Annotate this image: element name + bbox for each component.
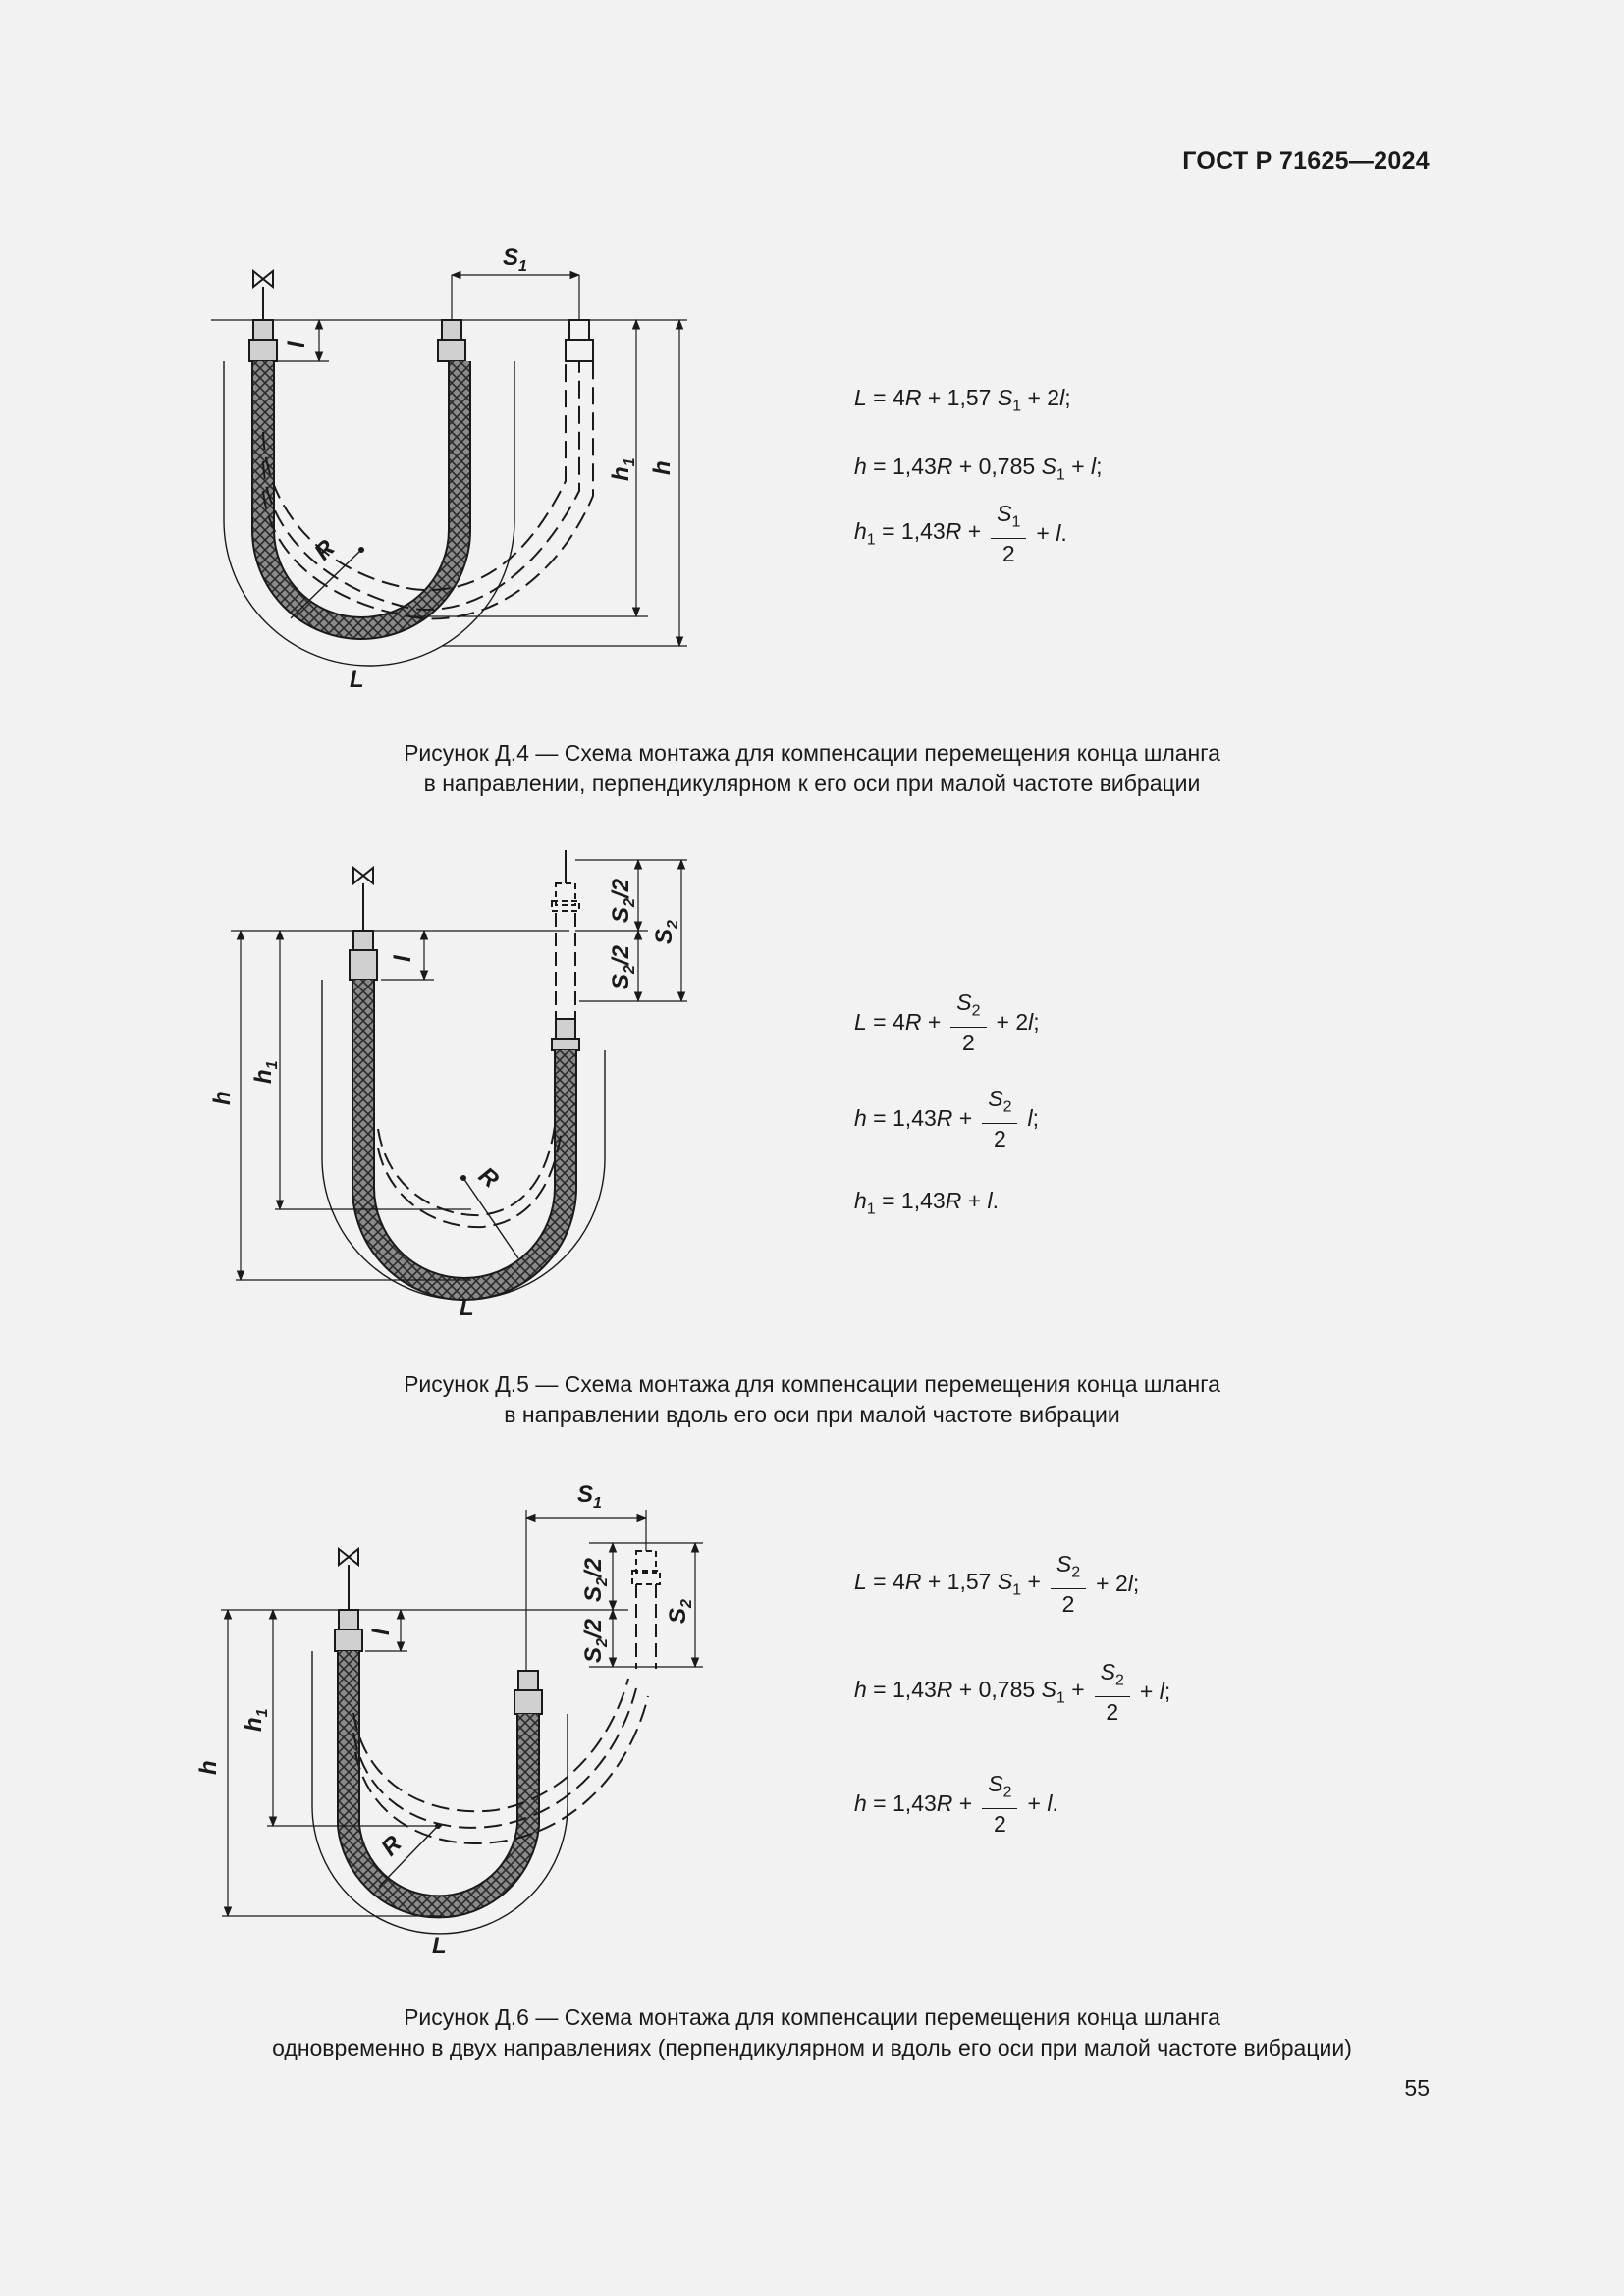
- dim-h-label: h: [195, 1760, 222, 1775]
- figure-d4-diagram: [0, 236, 746, 697]
- hose-braided: [363, 980, 566, 1289]
- dim-h1-label: $h_1$: [608, 457, 638, 481]
- dim-h-label: h: [649, 460, 676, 475]
- hose-displaced-position: [632, 1551, 660, 1669]
- hose-fittings: [350, 931, 579, 1050]
- formula-d6-1: L = 4R + 1,57 $S_1$ + $\frac{S_2}{2}$ + 2l;: [854, 1551, 1140, 1617]
- dim-s1-label: $S_1$: [503, 244, 527, 275]
- dim-l-label: l: [368, 1629, 395, 1635]
- dim-h-label: h: [209, 1091, 236, 1105]
- hose-displaced-position: [263, 361, 579, 610]
- formula-d4-2: h = 1,43R + 0,785 $S_1 + l$;: [854, 454, 1103, 484]
- standard-code: ГОСТ Р 71625—2024: [1182, 147, 1430, 175]
- figure-d5-diagram: [0, 844, 746, 1335]
- dim-s2-label: $S_2$: [665, 1599, 695, 1624]
- page-number: 55: [1404, 2075, 1430, 2101]
- figure-d6-diagram: [0, 1472, 746, 1973]
- hose-displaced-position: [552, 850, 579, 1019]
- valve-icon: [339, 1549, 358, 1610]
- hose-fittings: [335, 1610, 542, 1714]
- radius-r-label: R: [473, 1161, 504, 1194]
- dim-l-label: l: [390, 955, 416, 962]
- dim-s2-half-upper-label: $S_2/2$: [608, 879, 638, 923]
- formula-d6-3: h = 1,43R + $\frac{S_2}{2}$ + l.: [854, 1771, 1058, 1837]
- dim-l-label: l: [284, 341, 310, 347]
- valve-icon: [353, 868, 373, 931]
- dim-s2-half-upper-label: $S_2/2$: [580, 1558, 611, 1602]
- length-l-label: L: [460, 1295, 474, 1321]
- hose-fittings: [249, 320, 593, 361]
- caption-figure-d4: Рисунок Д.4 — Схема монтажа для компенсации перемещения конца шланга в направлении, перпендикулярном к его оси при малой частоте вибрации: [404, 740, 1220, 796]
- length-l-label: L: [432, 1933, 447, 1959]
- formula-d4-1: L = 4R + 1,57 $S_1 + 2l$;: [854, 385, 1071, 415]
- formula-d5-2: h = 1,43R + $\frac{S_2}{2}$ l;: [854, 1086, 1039, 1151]
- radius-r-label: R: [376, 1830, 407, 1862]
- radius-r-label: R: [309, 534, 341, 566]
- dim-s2-half-lower-label: $S_2/2$: [580, 1619, 611, 1663]
- caption-figure-d6: Рисунок Д.6 — Схема монтажа для компенсации перемещения конца шланга одновременно в двух направлениях (перпендикулярном и вдоль его оси при малой частоте вибрации): [272, 2004, 1352, 2060]
- dim-s1-label: $S_1$: [577, 1481, 602, 1512]
- caption-figure-d5: Рисунок Д.5 — Схема монтажа для компенсации перемещения конца шланга в направлении вдоль его оси при малой частоте вибрации: [404, 1371, 1220, 1427]
- dim-s2-half-lower-label: $S_2/2$: [608, 945, 638, 989]
- formula-d5-1: L = 4R + $\frac{S_2}{2}$ + 2l;: [854, 989, 1040, 1055]
- formula-d6-2: h = 1,43R + 0,785 $S_1$ + $\frac{S_2}{2}$ + l;: [854, 1659, 1171, 1725]
- dim-h1-label: $h_1$: [250, 1060, 281, 1084]
- formula-d4-3: $h_1 = 1,43R$ + $\frac{S_1}{2}$ + l.: [854, 501, 1067, 566]
- formula-d5-3: $h_1 = 1,43R + l$.: [854, 1188, 1000, 1218]
- dim-h1-label: $h_1$: [241, 1708, 271, 1732]
- dim-s2-label: $S_2$: [651, 920, 681, 944]
- length-l-label: L: [350, 667, 364, 693]
- valve-icon: [253, 271, 273, 320]
